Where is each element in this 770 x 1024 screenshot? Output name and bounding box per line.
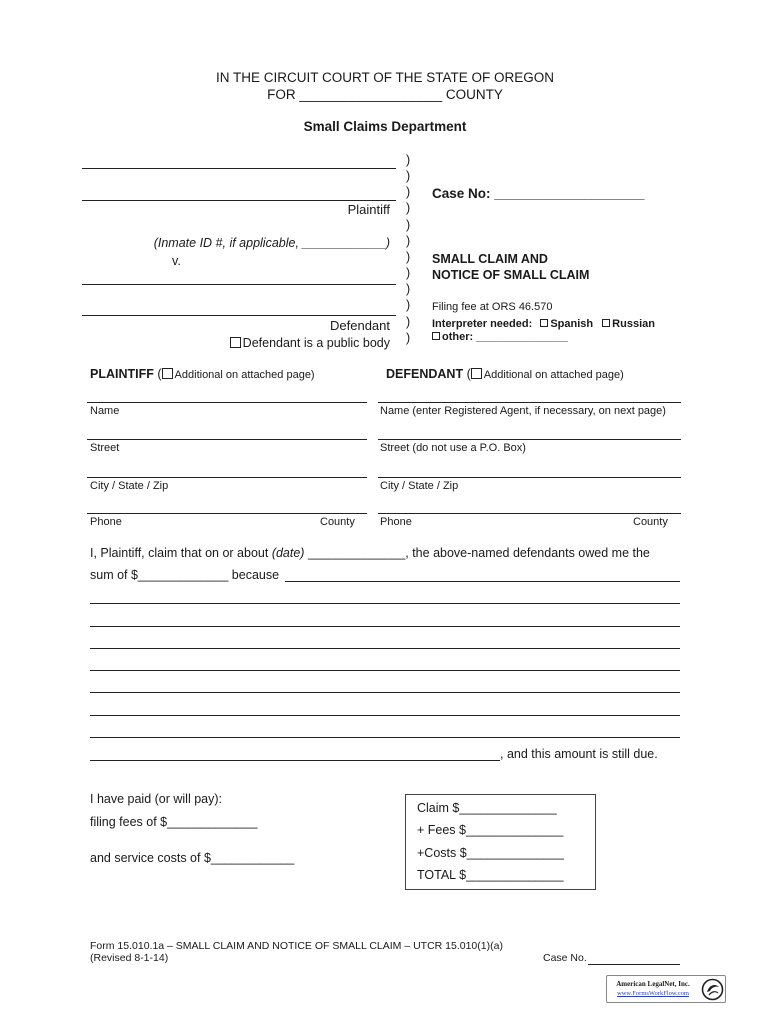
caption-paren: ) xyxy=(406,185,411,199)
caption-paren: ) xyxy=(406,298,411,312)
plaintiff-name-input[interactable] xyxy=(87,402,367,403)
caption-paren: ) xyxy=(406,250,411,264)
spanish-label: Spanish xyxy=(550,318,594,330)
defendant-heading: DEFENDANT xyxy=(386,367,464,381)
caption-paren: ) xyxy=(406,169,411,183)
county-suffix: COUNTY xyxy=(445,87,503,102)
defendant-phone-input[interactable] xyxy=(378,513,681,514)
footer-case-number: Case No. xyxy=(543,952,587,964)
plaintiff-additional-checkbox[interactable] xyxy=(162,368,173,379)
public-body-checkbox[interactable] xyxy=(230,337,241,348)
defendant-city-input[interactable] xyxy=(378,477,681,478)
claim-reason-line[interactable] xyxy=(90,670,680,671)
interpreter-row xyxy=(432,318,655,331)
defendant-street-label: Street (do not use a P.O. Box) xyxy=(380,442,526,454)
fees-total-field[interactable]: + Fees $______________ xyxy=(417,823,564,837)
plaintiff-name-line-1[interactable] xyxy=(82,168,396,169)
russian-label: Russian xyxy=(612,318,655,330)
claim-intro-text: I, Plaintiff, claim that on or about xyxy=(90,546,272,560)
plaintiff-city-input[interactable] xyxy=(87,477,367,478)
county-heading xyxy=(0,87,770,103)
claim-reason-line[interactable] xyxy=(90,737,680,738)
filing-fee-note: Filing fee at ORS 46.570 xyxy=(432,301,553,313)
publisher-logo-icon xyxy=(701,978,724,1001)
claim-date-line xyxy=(90,546,650,560)
defendant-phone-label: Phone xyxy=(380,516,412,528)
defendant-additional-checkbox[interactable] xyxy=(471,368,482,379)
defendant-name-input[interactable] xyxy=(378,402,681,403)
publisher-badge xyxy=(606,975,726,1003)
plaintiff-city-label: City / State / Zip xyxy=(90,480,169,492)
spanish-checkbox[interactable] xyxy=(540,319,548,327)
plaintiff-name-line-2[interactable] xyxy=(82,200,396,201)
revised-date: (Revised 8-1-14) xyxy=(90,952,169,964)
caption-paren: ) xyxy=(406,234,411,248)
service-costs-field[interactable]: and service costs of $____________ xyxy=(90,851,295,865)
other-language-checkbox[interactable] xyxy=(432,332,440,340)
plaintiff-label: Plaintiff xyxy=(347,202,390,217)
plaintiff-heading: PLAINTIFF xyxy=(90,367,154,381)
versus-label: v. xyxy=(172,254,181,268)
form-title-line-2: NOTICE OF SMALL CLAIM xyxy=(432,268,590,282)
defendant-name-label: Name (enter Registered Agent, if necessary, on next page) xyxy=(380,405,666,417)
defendant-section-heading xyxy=(386,367,624,382)
defendant-name-line-1[interactable] xyxy=(82,284,396,285)
claim-date-field[interactable]: ______________, the above-named defendants owed me the xyxy=(304,546,650,560)
county-blank[interactable]: ___________________ xyxy=(299,87,443,102)
claim-reason-line[interactable] xyxy=(90,715,680,716)
plaintiff-phone-input[interactable] xyxy=(87,513,367,514)
defendant-additional-label: Additional on attached page) xyxy=(483,369,624,381)
publisher-link[interactable]: www.FormsWorkFlow.com xyxy=(617,990,689,997)
have-paid-label: I have paid (or will pay): xyxy=(90,792,223,806)
interpreter-label: Interpreter needed: xyxy=(432,318,533,330)
caption-paren: ) xyxy=(406,315,411,329)
plaintiff-additional-label: Additional on attached page) xyxy=(174,369,315,381)
other-language-row xyxy=(432,331,568,344)
claim-date-label: (date) xyxy=(271,546,305,560)
caption-paren: ) xyxy=(406,218,411,232)
department-heading: Small Claims Department xyxy=(303,119,467,134)
claim-reason-line[interactable] xyxy=(90,648,680,649)
claim-total-field[interactable]: Claim $______________ xyxy=(417,801,557,815)
form-title-line-1: SMALL CLAIM AND xyxy=(432,252,548,266)
claim-sum-line[interactable]: sum of $_____________ because xyxy=(90,568,280,582)
footer-case-number-line[interactable] xyxy=(588,964,680,965)
case-number-field[interactable]: Case No: ____________________ xyxy=(432,186,645,201)
for-prefix: FOR xyxy=(267,87,296,102)
caption-paren: ) xyxy=(406,201,411,215)
filing-fees-field[interactable]: filing fees of $_____________ xyxy=(90,815,258,829)
public-body-option[interactable] xyxy=(200,336,390,350)
grand-total-field[interactable]: TOTAL $______________ xyxy=(417,868,564,882)
claim-reason-line[interactable] xyxy=(285,581,680,582)
caption-paren: ) xyxy=(406,266,411,280)
plaintiff-county-label: County xyxy=(320,516,355,528)
plaintiff-phone-label: Phone xyxy=(90,516,122,528)
caption-paren: ) xyxy=(406,153,411,167)
publisher-name: American LegalNet, Inc. xyxy=(616,980,690,988)
plaintiff-street-label: Street xyxy=(90,442,120,454)
defendant-city-label: City / State / Zip xyxy=(380,480,459,492)
form-number-line: Form 15.010.1a – SMALL CLAIM AND NOTICE OF SMALL CLAIM – UTCR 15.010(1)(a) xyxy=(90,940,503,952)
defendant-street-input[interactable] xyxy=(378,439,681,440)
caption-paren: ) xyxy=(406,331,411,345)
public-body-label: Defendant is a public body xyxy=(242,336,390,350)
defendant-county-label: County xyxy=(633,516,668,528)
caption-paren: ) xyxy=(406,282,411,296)
plaintiff-section-heading xyxy=(90,367,315,382)
open-paren: ( xyxy=(466,367,471,381)
defendant-name-line-2[interactable] xyxy=(82,315,396,316)
plaintiff-name-label: Name xyxy=(90,405,120,417)
court-heading: IN THE CIRCUIT COURT OF THE STATE OF OREGON xyxy=(215,70,555,85)
defendant-label: Defendant xyxy=(330,318,390,333)
open-paren: ( xyxy=(157,367,162,381)
inmate-id-label: (Inmate ID #, if applicable, ____________) xyxy=(153,236,390,250)
claim-reason-line[interactable] xyxy=(90,626,680,627)
claim-reason-last-line[interactable] xyxy=(90,760,500,761)
other-language-field[interactable]: other: _______________ xyxy=(442,331,568,343)
plaintiff-street-input[interactable] xyxy=(87,439,367,440)
amount-still-due: , and this amount is still due. xyxy=(500,747,658,761)
claim-reason-line[interactable] xyxy=(90,692,680,693)
russian-checkbox[interactable] xyxy=(602,319,610,327)
costs-total-field[interactable]: +Costs $______________ xyxy=(417,846,565,860)
claim-reason-line[interactable] xyxy=(90,603,680,604)
